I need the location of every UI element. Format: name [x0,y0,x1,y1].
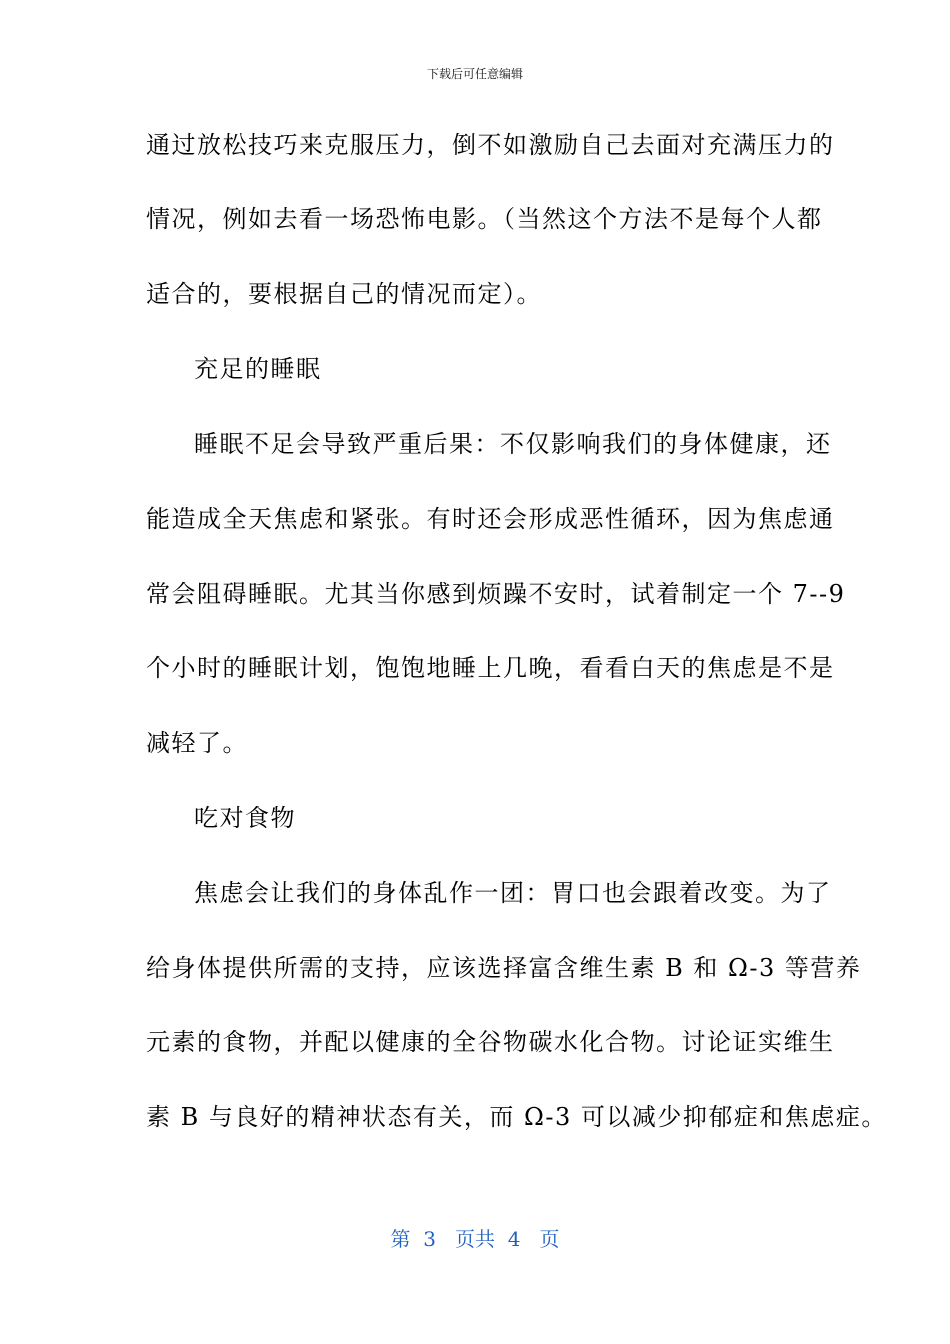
body-line: 元素的食物，并配以健康的全谷物碳水化合物。讨论证实维生 [146,1028,835,1056]
body-line: 适合的，要根据自己的情况而定）。 [146,280,542,308]
body-line: 焦虑会让我们的身体乱作一团：胃口也会跟着改变。为了 [194,879,832,907]
body-line: 常会阻碍睡眠。尤其当你感到烦躁不安时，试着制定一个 7--9 [146,580,846,608]
page-header: 下载后可任意编辑 [426,67,523,81]
body-line: 个小时的睡眠计划，饱饱地睡上几晚，看看白天的焦虑是不是 [146,654,835,682]
body-line: 情况，例如去看一场恐怖电影。（当然这个方法不是每个人都 [146,205,823,233]
section-heading: 充足的睡眠 [194,355,322,383]
body-line: 减轻了。 [146,729,248,757]
body-line: 睡眠不足会导致严重后果：不仅影响我们的身体健康，还 [194,430,832,458]
section-heading: 吃对食物 [194,804,296,832]
body-line: 给身体提供所需的支持，应该选择富含维生素 B 和 Ω-3 等营养 [146,954,862,982]
body-line: 能造成全天焦虑和紧张。有时还会形成恶性循环，因为焦虑通 [146,505,835,533]
body-line: 通过放松技巧来克服压力，倒不如激励自己去面对充满压力的 [146,131,835,159]
body-line: 素 B 与良好的精神状态有关，而 Ω-3 可以减少抑郁症和焦虑症。 [146,1103,887,1131]
page-number-footer: 第 3 页共 4 页 [390,1227,560,1251]
